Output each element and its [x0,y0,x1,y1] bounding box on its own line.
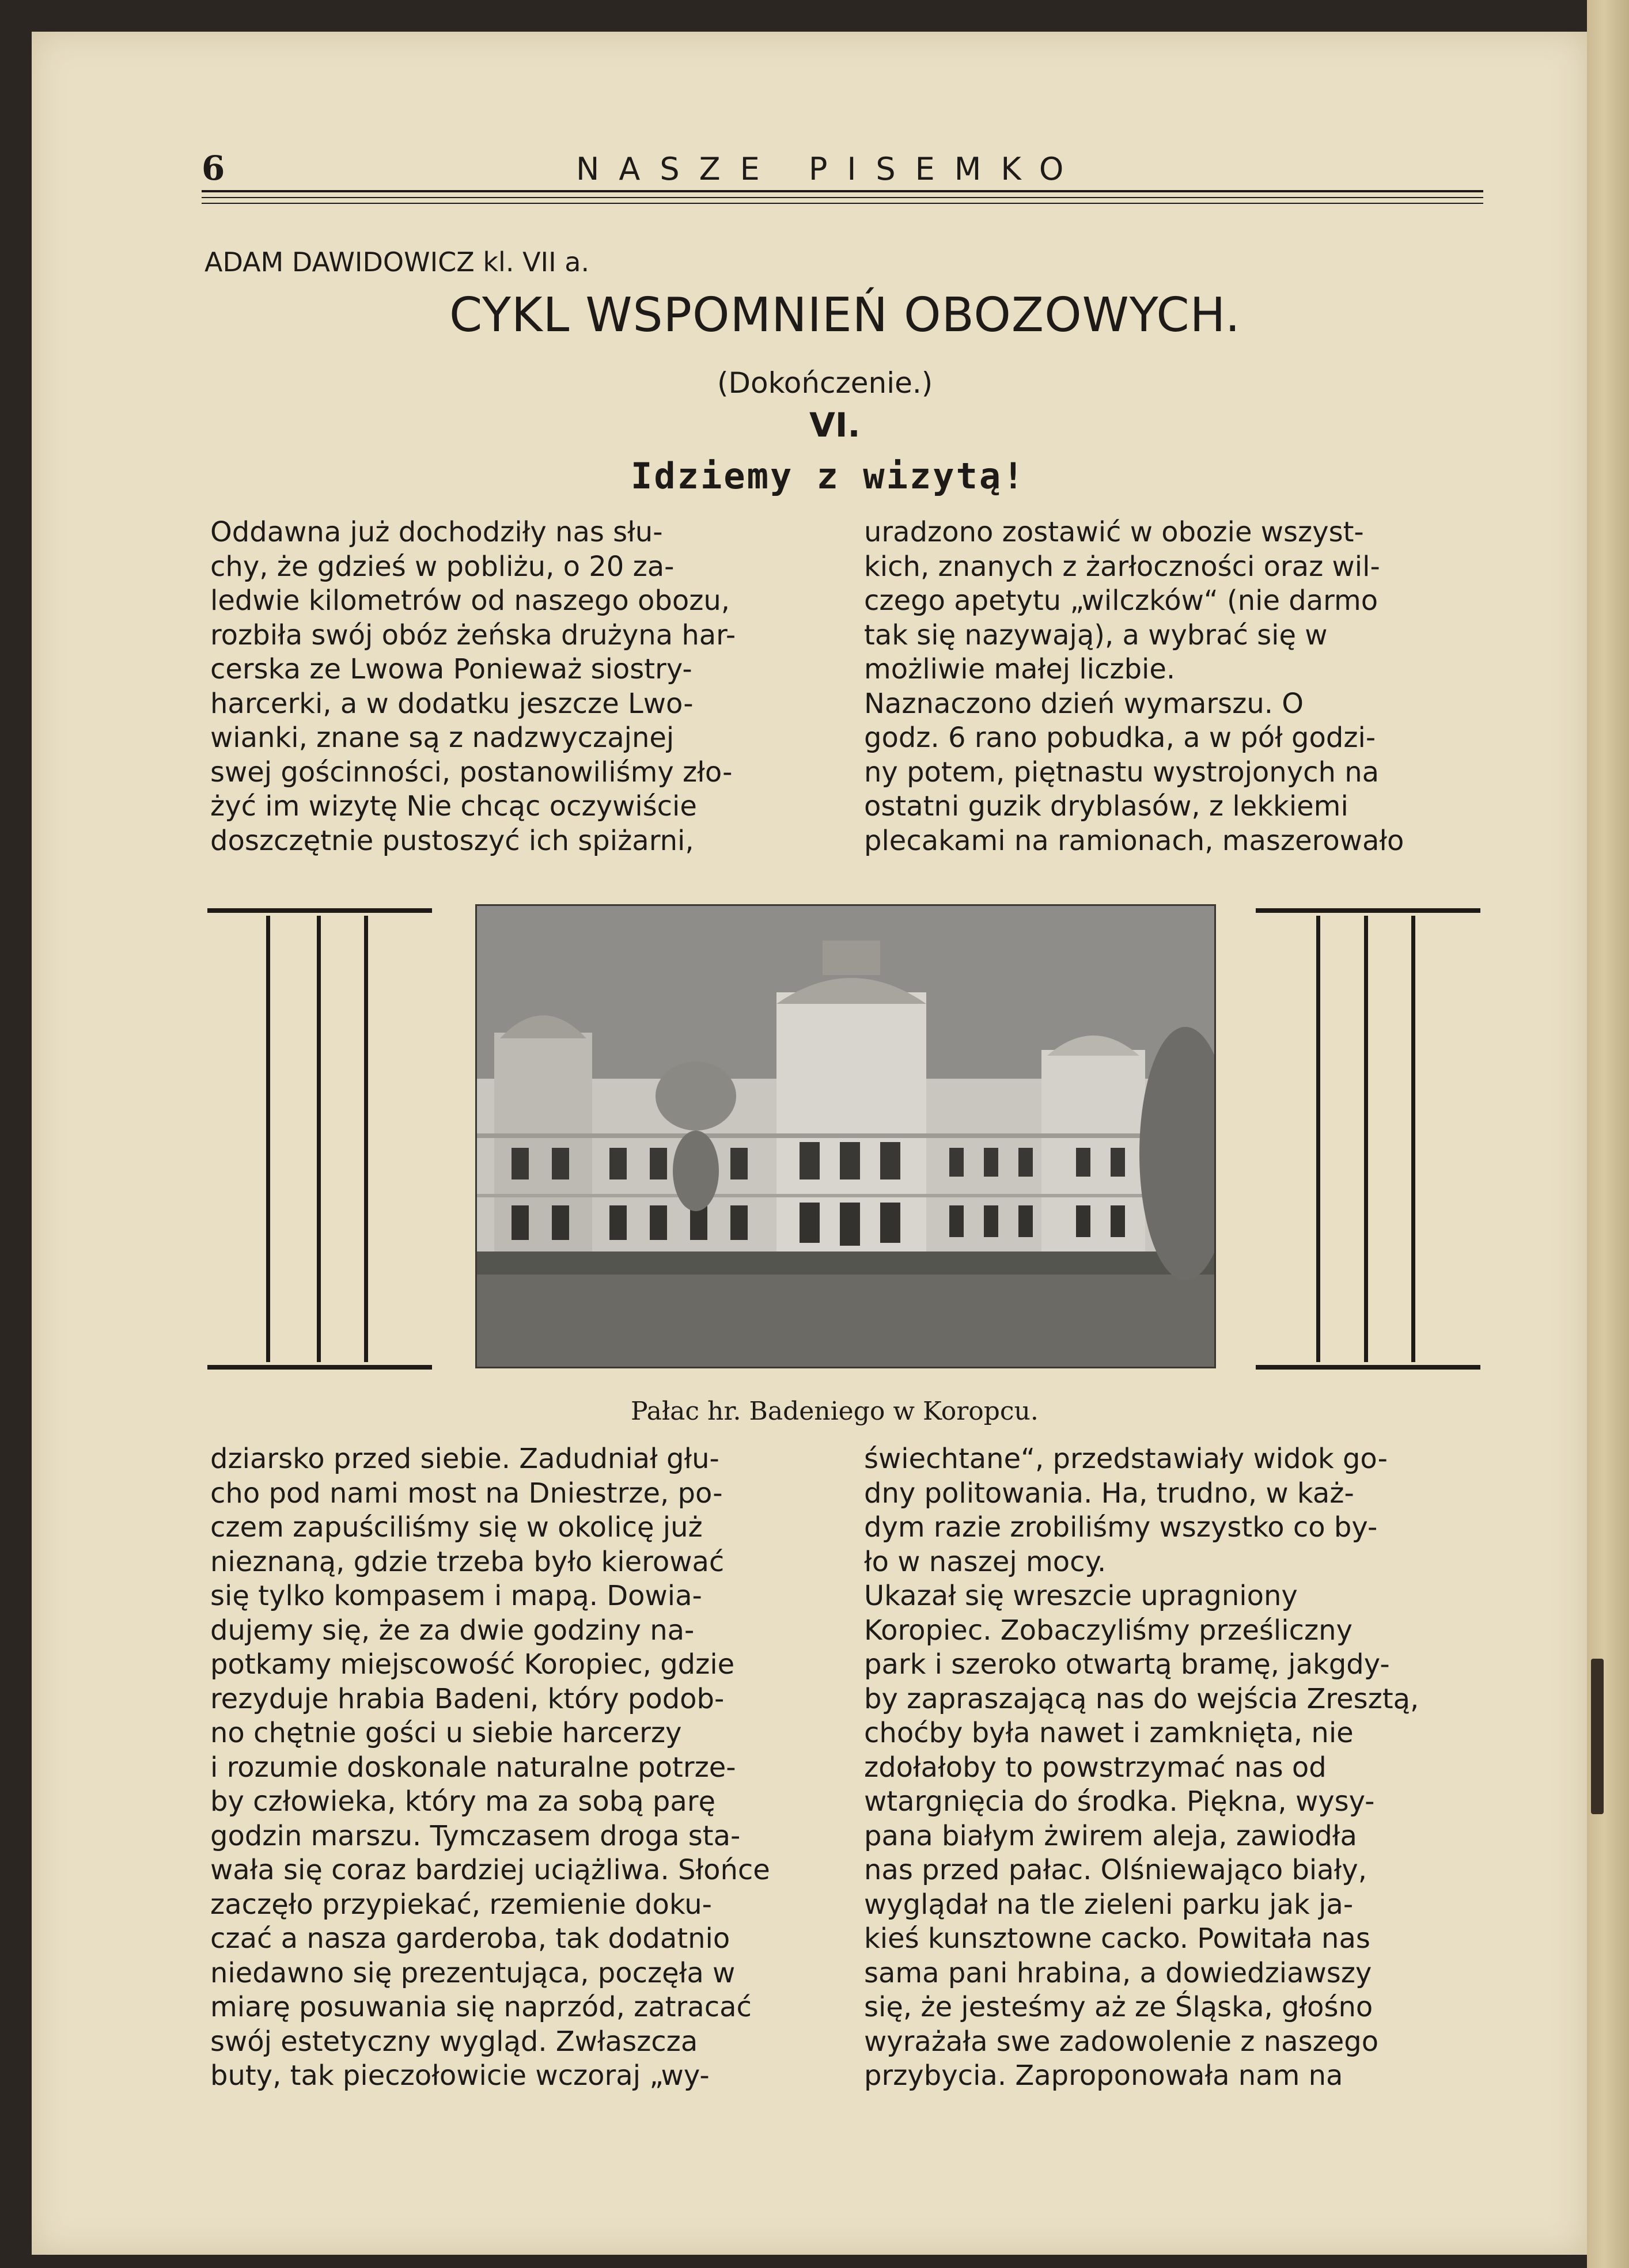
book-spine [1587,0,1629,2268]
section-title: Idziemy z wizytą! [631,455,1026,497]
column-left-top: Oddawna już dochodziły nas słu- chy, że gdzieś w pobliżu, o 20 za- ledwie kilometrów od naszego obozu, rozbiła swój obóz żeńska drużyna har- cerska ze Lwowa Ponieważ siostry- harcerki, a w dodatku jeszcze Lwo- wianki, znane są z nadzwyczajnej swej gościnności, postanowiliśmy zło- żyć im wizytę Nie chcąc oczywiście doszczętnie pustoszyć ich spiżarni, [210,516,736,857]
binding-mark [1591,1659,1604,1814]
article-title: CYKL WSPOMNIEŃ OBOZOWYCH. [449,288,1241,343]
header-rule-middle [202,197,1483,198]
palace-photo [475,904,1216,1368]
header-rule-top [202,190,1483,192]
article-subtitle: (Dokończenie.) [717,366,933,400]
column-right-bottom: świechtane“, przedstawiały widok go- dny politowania. Ha, trudno, w każ- dym razie zrobiliśmy wszystko co by- ło w naszej mocy. Ukazał się wreszcie upragniony Koropiec. Zobaczyliśmy prześliczny park i szeroko otwartą bramę, jakgdy- by zapraszającą nas do wejścia Zresztą, choćby była nawet i zamknięta, nie zdołałoby to powstrzymać nas od wtargnięcia do środka. Piękna, wysy- pana białym żwirem aleja, zawiodła nas przed pałac. Olśniewająco biały, wyglądał na tle zieleni parku jak ja- kieś kunsztowne cacko. Powitała nas sama pani hrabina, a dowiedziawszy się, że jesteśmy aż ze Śląska, głośno wyrażała swe zadowolenie z naszego przybycia. Zaproponowała nam na [864,1443,1419,2092]
column-right-top: uradzono zostawić w obozie wszyst- kich, znanych z żarłoczności oraz wil- czego apetytu „wilczków“ (nie darmo tak się nazywają), a wybrać się w możliwie małej liczbie. Naznaczono dzień wymarszu. O godz. 6 rano pobudka, a w pół godzi- ny potem, piętnastu wystrojonych na ostatni guzik dryblasów, z lekkiemi plecakami na ramionach, maszerowało [864,516,1404,857]
column-left-bottom: dziarsko przed siebie. Zadudniał głu- cho pod nami most na Dniestrze, po- czem zapuściliśmy się w okolicę już nieznaną, gdzie trzeba było kierować się tylko kompasem i mapą. Dowia- dujemy się, że za dwie godziny na- potkamy miejscowość Koropiec, gdzie rezyduje hrabia Badeni, który podob- no chętnie gości u siebie harcerzy i rozumie doskonale naturalne potrze- by człowieka, który ma za sobą parę godzin marszu. Tymczasem droga sta- wała się coraz bardziej uciążliwa. Słońce zaczęło przypiekać, rzemienie doku- czać a nasza garderoba, tak dodatnio niedawno się prezentująca, poczęła w miarę posuwania się naprzód, zatracać swój estetyczny wygląd. Zwłaszcza buty, tak pieczołowicie wczoraj „wy- [210,1443,770,2092]
article-author: ADAM DAWIDOWICZ kl. VII a. [204,246,590,278]
page-number: 6 [202,149,225,188]
magazine-title: NASZE PISEMKO [576,151,1084,187]
header-rule-bottom [202,203,1483,204]
photo-caption: Pałac hr. Badeniego w Koropcu. [631,1397,1039,1426]
section-number: VI. [809,405,861,445]
